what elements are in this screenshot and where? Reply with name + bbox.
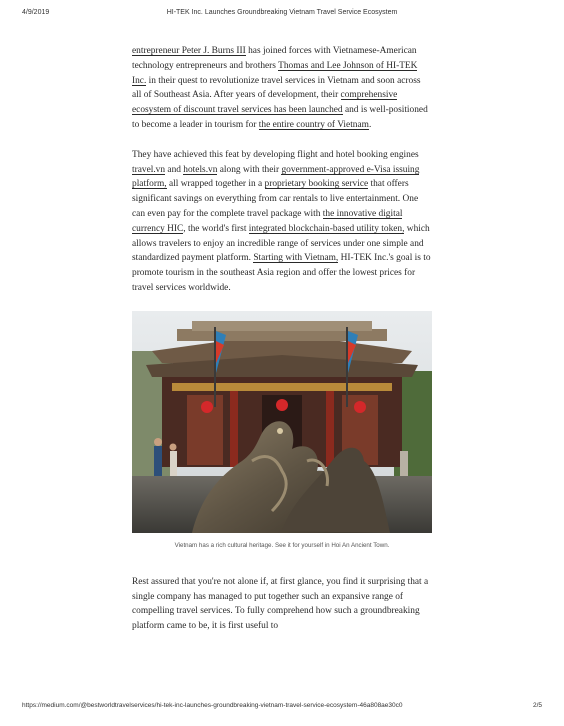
inline-link[interactable]: hotels.vn xyxy=(183,164,218,175)
inline-link[interactable]: entrepreneur Peter J. Burns III xyxy=(132,46,246,56)
print-footer xyxy=(22,702,542,714)
inline-link[interactable]: Starting with Vietnam, xyxy=(253,253,339,264)
text-run: They have achieved this feat by developing flight and hotel booking engines xyxy=(132,149,419,160)
text-run: and is well-positioned to become a leader in tourism for xyxy=(132,105,428,130)
temple-dragon-photo xyxy=(132,311,432,533)
inline-link[interactable]: comprehensive ecosystem of discount travel services has been launched xyxy=(132,90,398,116)
image-caption: Vietnam has a rich cultural heritage. See it for yourself in Hoi An Ancient Town. xyxy=(174,541,390,549)
inline-link[interactable]: the innovative digital currency HIC xyxy=(132,208,403,234)
text-run: all wrapped together in a xyxy=(166,179,265,190)
text-run: , the world's first xyxy=(183,223,249,234)
text-run: HI-TEK Inc.'s goal is to promote tourism in the southeast Asia region and offer the lowest prices for travel services worldwide. xyxy=(132,253,431,293)
print-header xyxy=(22,9,542,21)
text-run: Rest assured that you're not alone if, at first glance, you find it surprising that a single company has managed to put together such an expansive range of compelling travel services. To fully comprehend how such a groundbreaking platform came to be, it is first useful to xyxy=(132,576,429,632)
inline-link[interactable]: the entire country of Vietnam xyxy=(258,119,369,130)
paragraph-3 xyxy=(132,575,432,634)
inline-link[interactable]: integrated blockchain-based utility token, xyxy=(248,223,405,234)
paragraph-1 xyxy=(132,44,432,133)
text-run: has joined forces with Vietnamese-American technology entrepreneurs and brothers xyxy=(132,46,417,71)
text-run: . xyxy=(368,119,372,130)
inline-link[interactable]: proprietary booking service xyxy=(264,179,369,190)
text-run: and xyxy=(165,164,184,175)
article-figure xyxy=(132,311,432,549)
text-run: along with their xyxy=(217,164,282,175)
inline-link[interactable]: Thomas and Lee Johnson of HI-TEK Inc. xyxy=(132,60,418,86)
text-run: that offers significant savings on everything from car rentals to live entertainment. One can even pay for the complete travel package with xyxy=(132,179,419,219)
inline-link[interactable]: travel.vn xyxy=(132,164,166,175)
article-body xyxy=(132,44,432,649)
print-page-number: 2/5 xyxy=(532,702,542,709)
paragraph-2 xyxy=(132,148,432,296)
print-url: https://medium.com/@bestworldtravelservices/hi-tek-inc-launches-groundbreaking-vietnam-travel-service-ecosystem-46a808ae30c0 xyxy=(22,702,403,709)
inline-link[interactable]: government-approved e-Visa issuing platform, xyxy=(132,164,420,190)
print-date: 4/9/2019 xyxy=(22,9,50,16)
text-run: which allows travelers to enjoy an incredible range of services under one simple and standardized payment platform. xyxy=(132,223,430,264)
print-page-title: HI-TEK Inc. Launches Groundbreaking Vietnam Travel Service Ecosystem xyxy=(166,9,398,16)
text-run: in their quest to revolutionize travel services in Vietnam and soon across all of Southeast Asia. After years of development, their xyxy=(132,75,421,101)
